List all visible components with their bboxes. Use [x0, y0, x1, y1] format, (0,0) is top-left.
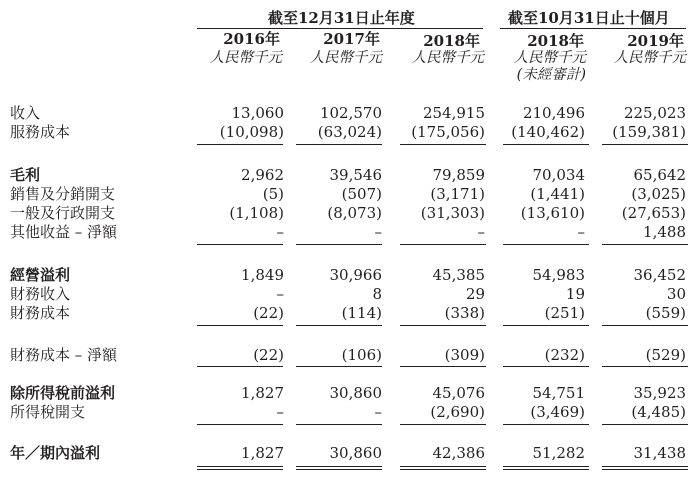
row-value: – — [276, 285, 284, 303]
unit-header-2017: 人民幣千元 — [309, 50, 382, 66]
double-total-rule — [602, 466, 688, 470]
row-value: (251) — [544, 304, 585, 322]
row-label: 財務收入 — [10, 285, 71, 303]
year-header-2016: 2016年 — [223, 30, 280, 48]
subtotal-rule — [296, 325, 382, 326]
unit-header-2016: 人民幣千元 — [209, 50, 282, 66]
row-value: 29 — [465, 285, 485, 303]
subtotal-rule — [197, 366, 283, 367]
row-value: 42,386 — [432, 444, 485, 462]
table-row — [0, 223, 696, 242]
table-row — [0, 304, 696, 323]
double-total-rule — [296, 466, 382, 470]
row-value: 225,023 — [623, 104, 686, 122]
row-value: 54,751 — [532, 384, 585, 402]
row-value: – — [374, 403, 382, 421]
subtotal-rule — [296, 366, 382, 367]
row-value: 1,827 — [241, 384, 284, 402]
row-value: 8 — [372, 285, 382, 303]
ten-month-group-underline — [500, 28, 686, 29]
row-label: 一般及行政開支 — [10, 204, 116, 222]
row-value: – — [276, 403, 284, 421]
subtotal-rule — [503, 366, 589, 367]
year-header-2019-10m: 2019年 — [627, 32, 684, 50]
row-value: (8,073) — [327, 204, 382, 222]
row-value: (3,171) — [430, 185, 485, 203]
row-value: (10,098) — [219, 123, 284, 141]
ten-month-group-title: 截至10月31日止十個月 — [508, 9, 670, 27]
table-row — [0, 403, 696, 422]
subtotal-rule — [400, 325, 486, 326]
table-row — [0, 384, 696, 403]
row-value: (31,303) — [420, 204, 485, 222]
row-value: – — [477, 223, 485, 241]
unit-header-2019-10m: 人民幣千元 — [613, 50, 686, 66]
subtotal-rule — [503, 244, 589, 245]
subtotal-rule — [602, 144, 688, 145]
row-value: 35,923 — [633, 384, 686, 402]
row-value: (529) — [645, 346, 686, 364]
row-value: 19 — [565, 285, 585, 303]
row-label: 除所得稅前溢利 — [10, 384, 116, 402]
row-label: 毛利 — [10, 166, 41, 184]
row-value: 30,966 — [329, 266, 382, 284]
subtotal-rule — [296, 144, 382, 145]
row-value: (5) — [262, 185, 284, 203]
row-value: (559) — [645, 304, 686, 322]
row-value: 1,849 — [241, 266, 284, 284]
subtotal-rule — [197, 325, 283, 326]
row-value: 31,438 — [633, 444, 686, 462]
row-value: 210,496 — [522, 104, 585, 122]
row-value: (4,485) — [631, 403, 686, 421]
year-header-2018-10m: 2018年 — [527, 32, 584, 50]
row-label: 所得稅開支 — [10, 403, 86, 421]
row-value: 79,859 — [432, 166, 485, 184]
subtotal-rule — [296, 424, 382, 425]
row-value: 51,282 — [532, 444, 585, 462]
subtotal-rule — [197, 144, 283, 145]
table-row — [0, 285, 696, 304]
row-value: (232) — [544, 346, 585, 364]
row-value: 1,827 — [241, 444, 284, 462]
row-value: 45,076 — [432, 384, 485, 402]
subtotal-rule — [503, 424, 589, 425]
row-value: (1,441) — [530, 185, 585, 203]
table-row — [0, 123, 696, 142]
row-value: 254,915 — [422, 104, 485, 122]
row-value: 2,962 — [241, 166, 284, 184]
unit-header-2018-10m: 人民幣千元 — [513, 50, 586, 66]
row-value: (22) — [253, 346, 284, 364]
row-value: (63,024) — [317, 123, 382, 141]
subtotal-rule — [197, 424, 283, 425]
year-header-2017: 2017年 — [323, 30, 380, 48]
row-value: 54,983 — [532, 266, 585, 284]
row-value: (22) — [253, 304, 284, 322]
row-value: – — [374, 223, 382, 241]
row-value: (114) — [341, 304, 382, 322]
row-value: (159,381) — [612, 123, 686, 141]
row-value: (2,690) — [430, 403, 485, 421]
row-value: 30,860 — [329, 444, 382, 462]
table-row — [0, 104, 696, 123]
row-label: 經營溢利 — [10, 266, 71, 284]
row-value: (3,025) — [631, 185, 686, 203]
row-value: 13,060 — [231, 104, 284, 122]
table-row — [0, 166, 696, 185]
row-value: (140,462) — [511, 123, 585, 141]
table-row — [0, 204, 696, 223]
subtotal-rule — [400, 244, 486, 245]
subtotal-rule — [602, 244, 688, 245]
row-value: 36,452 — [633, 266, 686, 284]
subtotal-rule — [197, 244, 283, 245]
row-value: 70,034 — [532, 166, 585, 184]
row-value: (1,108) — [229, 204, 284, 222]
subtotal-rule — [602, 366, 688, 367]
row-value: (175,056) — [411, 123, 485, 141]
row-value: 65,642 — [633, 166, 686, 184]
subtotal-rule — [400, 366, 486, 367]
subtotal-rule — [503, 325, 589, 326]
row-value: (27,653) — [621, 204, 686, 222]
row-value: – — [276, 223, 284, 241]
row-value: (507) — [341, 185, 382, 203]
row-label: 財務成本 – 淨額 — [10, 346, 118, 364]
row-value: 30,860 — [329, 384, 382, 402]
row-value: – — [577, 223, 585, 241]
row-value: 30 — [666, 285, 686, 303]
unit-header-2018: 人民幣千元 — [411, 50, 484, 66]
row-value: (309) — [444, 346, 485, 364]
unaudited-note: (未經審計) — [516, 67, 586, 83]
row-label: 收入 — [10, 104, 41, 122]
double-total-rule — [197, 466, 283, 470]
row-value: (106) — [341, 346, 382, 364]
subtotal-rule — [400, 144, 486, 145]
row-value: (3,469) — [530, 403, 585, 421]
subtotal-rule — [296, 244, 382, 245]
subtotal-rule — [602, 325, 688, 326]
double-total-rule — [503, 466, 589, 470]
table-row — [0, 185, 696, 204]
subtotal-rule — [400, 424, 486, 425]
row-label: 銷售及分銷開支 — [10, 185, 116, 203]
row-value: 45,385 — [432, 266, 485, 284]
row-value: 39,546 — [329, 166, 382, 184]
row-label: 其他收益 – 淨額 — [10, 223, 118, 241]
row-value: (13,610) — [520, 204, 585, 222]
row-label: 服務成本 — [10, 123, 71, 141]
row-label: 年／期內溢利 — [10, 444, 101, 462]
fy-group-underline — [197, 28, 483, 29]
row-value: 102,570 — [319, 104, 382, 122]
double-total-rule — [400, 466, 486, 470]
row-value: 1,488 — [643, 223, 686, 241]
row-value: (338) — [444, 304, 485, 322]
table-row — [0, 444, 696, 463]
row-label: 財務成本 — [10, 304, 71, 322]
subtotal-rule — [602, 424, 688, 425]
table-row — [0, 266, 696, 285]
subtotal-rule — [503, 144, 589, 145]
fy-group-title: 截至12月31日止年度 — [268, 9, 415, 27]
table-row — [0, 346, 696, 365]
year-header-2018: 2018年 — [423, 32, 480, 50]
